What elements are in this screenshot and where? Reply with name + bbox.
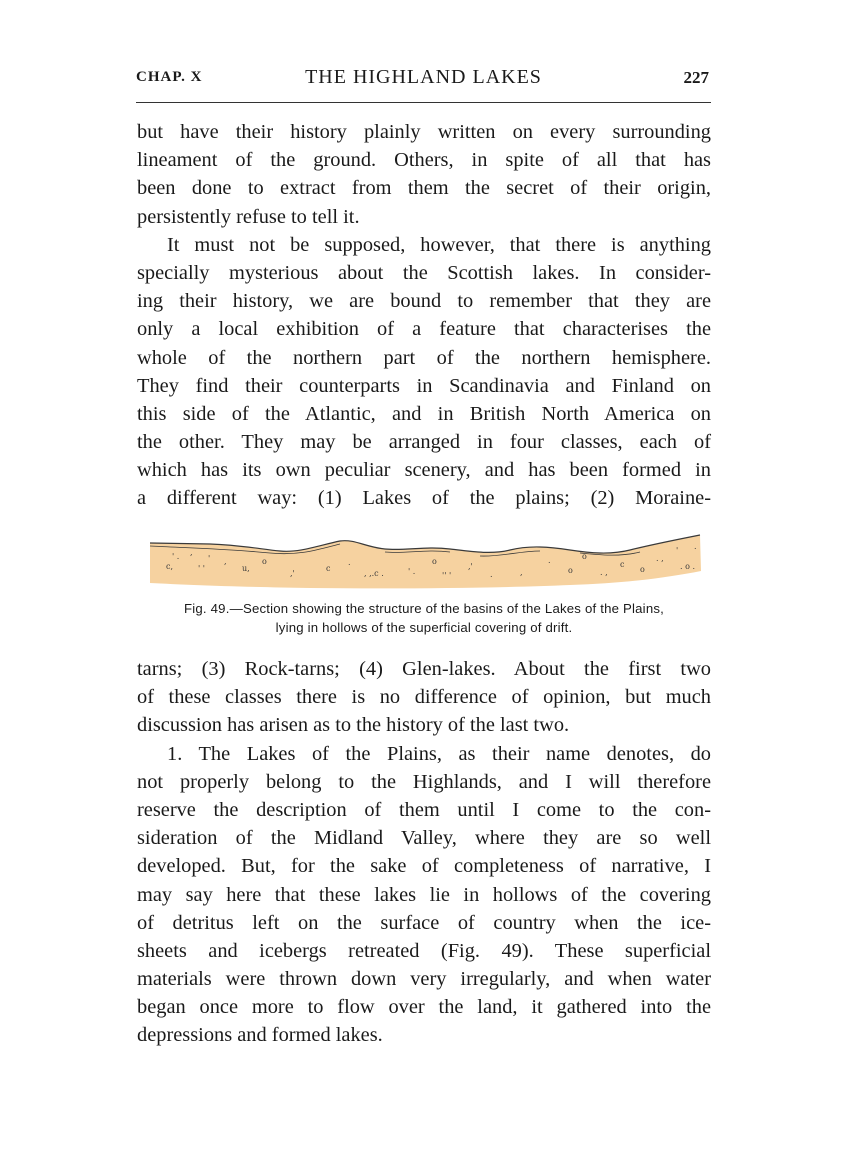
- text-line: It must not be supposed, however, that there is anything: [167, 233, 711, 256]
- svg-text:. ,: . ,: [656, 554, 664, 563]
- svg-text:c,: c,: [166, 562, 174, 571]
- svg-text:. ,: . ,: [600, 568, 608, 577]
- svg-text:' .: ' .: [172, 552, 180, 561]
- text-line: not properly belong to the Highlands, and I will therefore: [137, 770, 711, 793]
- svg-text:o: o: [262, 557, 267, 566]
- svg-text:,': ,': [468, 562, 473, 571]
- text-block-2: [137, 655, 711, 1050]
- text-line: They find their counterparts in Scandinavia and Finland on: [137, 374, 711, 397]
- text-block-1: [137, 118, 711, 513]
- figure-caption: [137, 599, 711, 637]
- svg-text:. o .: . o .: [680, 562, 695, 571]
- page-number: 227: [683, 68, 709, 87]
- svg-text:' ': ' ': [198, 564, 205, 573]
- text-line: but have their history plainly written on every surrounding: [137, 121, 711, 143]
- text-line: this side of the Atlantic, and in British North America on: [137, 402, 711, 425]
- text-line: of these classes there is no difference of opinion, but much: [137, 686, 711, 709]
- svg-text:.: .: [694, 542, 697, 551]
- running-header: [136, 66, 711, 92]
- text-line: developed. But, for the sake of completeness of narrative, I: [137, 855, 711, 878]
- caption-line-1: Fig. 49.—Section showing the structure of the basins of the Lakes of the Plains,: [183, 601, 665, 616]
- svg-text:u,: u,: [242, 564, 250, 573]
- svg-text:o: o: [582, 552, 587, 561]
- text-line: began once more to flow over the land, it gathered into the: [137, 996, 711, 1019]
- text-line: been done to extract from them the secret of their origin,: [137, 177, 711, 200]
- text-line: of detritus left on the surface of country when the ice-: [137, 911, 711, 934]
- svg-text:,: ,: [520, 568, 523, 577]
- header-rule: [136, 102, 711, 103]
- text-line: reserve the description of them until I come to the con-: [137, 798, 711, 821]
- svg-text:c: c: [326, 564, 331, 573]
- svg-text:,': ,': [290, 569, 295, 578]
- caption-line-2: lying in hollows of the superficial covering of drift.: [275, 620, 573, 635]
- svg-text:,: ,: [190, 548, 193, 557]
- text-line: the other. They may be arranged in four classes, each of: [137, 431, 711, 454]
- chapter-label: CHAP. X: [136, 69, 203, 85]
- svg-text:o: o: [568, 566, 573, 575]
- text-line: sideration of the Midland Valley, where they are so well: [137, 827, 711, 850]
- svg-text:': ': [208, 554, 211, 563]
- text-line: a different way: (1) Lakes of the plains; (2) Moraine-: [137, 487, 711, 510]
- svg-text:, ,.c .: , ,.c .: [364, 569, 384, 578]
- svg-text:' .: ' .: [408, 567, 416, 576]
- text-line: may say here that these lakes lie in hollows of the covering: [137, 883, 711, 906]
- text-line: discussion has arisen as to the history of the last two.: [137, 714, 570, 737]
- svg-text:.: .: [348, 558, 351, 567]
- svg-text:c: c: [620, 560, 625, 569]
- text-line: which has its own peculiar scenery, and has been formed in: [137, 459, 711, 482]
- running-title: THE HIGHLAND LAKES: [305, 66, 542, 88]
- text-line: tarns; (3) Rock-tarns; (4) Glen-lakes. About the first two: [137, 658, 711, 680]
- text-line: sheets and icebergs retreated (Fig. 49). These superficial: [137, 939, 711, 962]
- text-line: depressions and formed lakes.: [137, 1024, 383, 1047]
- svg-text:': ': [676, 546, 679, 555]
- svg-text:o: o: [432, 557, 437, 566]
- svg-text:'' ': '' ': [442, 571, 452, 580]
- text-line: lineament of the ground. Others, in spite of all that has: [137, 149, 711, 172]
- svg-text:.: .: [490, 570, 493, 579]
- text-line: materials were thrown down very irregularly, and when water: [137, 968, 711, 991]
- svg-text:.: .: [548, 556, 551, 565]
- text-line: whole of the northern part of the northern hemisphere.: [137, 346, 711, 369]
- svg-text:,: ,: [224, 557, 227, 566]
- drift-covering: [150, 535, 701, 588]
- svg-text:o: o: [640, 565, 645, 574]
- text-line: persistently refuse to tell it.: [137, 205, 360, 228]
- figure-49-section-drawing: [150, 531, 705, 593]
- text-line: 1. The Lakes of the Plains, as their name denotes, do: [167, 742, 711, 765]
- text-line: specially mysterious about the Scottish lakes. In consider-: [137, 261, 711, 284]
- text-line: only a local exhibition of a feature that characterises the: [137, 318, 711, 341]
- text-line: ing their history, we are bound to remember that they are: [137, 290, 711, 313]
